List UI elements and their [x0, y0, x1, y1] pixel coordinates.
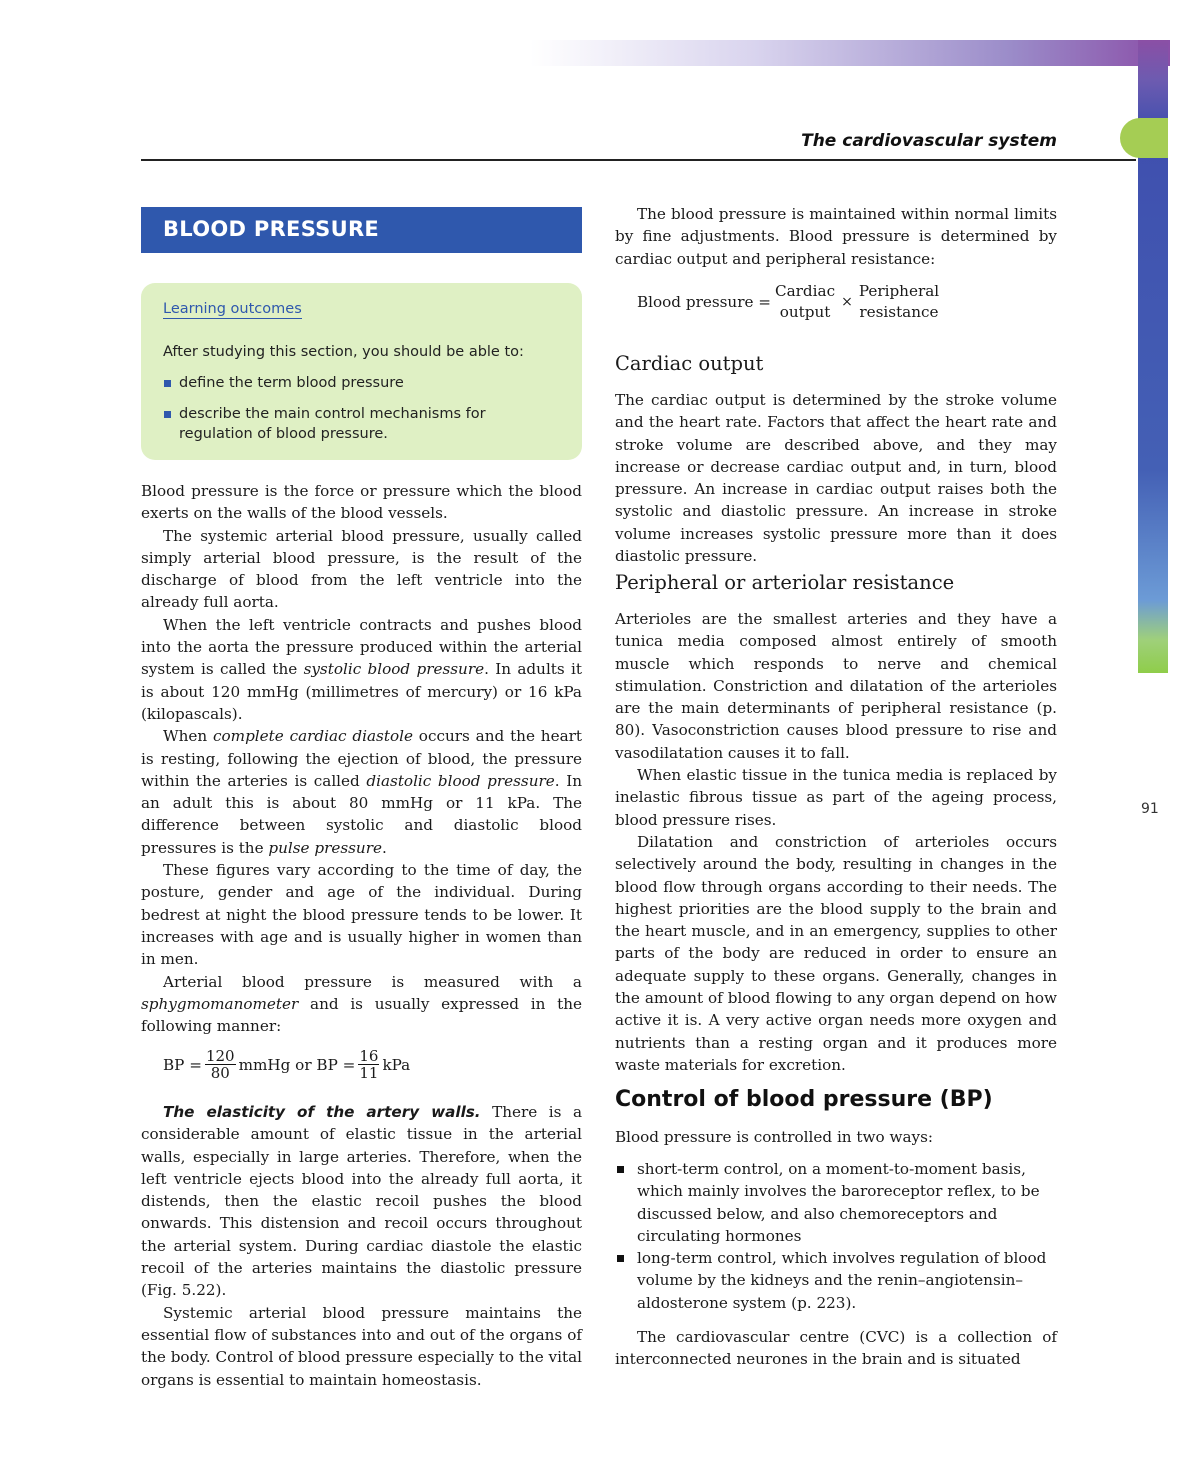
list-item: describe the main control mechanisms for regulation of blood pressure.	[163, 404, 563, 445]
peripheral-resistance-text	[615, 608, 1057, 1076]
term-sphygmomanometer: sphygmomanometer	[141, 994, 299, 1013]
paragraph: Arterial blood pressure is measured with a sphygmomanometer and is usually expressed in the following manner:	[141, 972, 582, 1036]
paragraph: Arterioles are the smallest arteries and they have a tunica media composed almost entirely of smooth muscle which responds to nerve and chemical stimulation. Constriction and dilatation of the arterioles are the main determinants of peripheral resistance (p. 80). Vasoconstriction causes blood pressure to rise and vasodilatation causes it to fall.	[615, 610, 1057, 762]
page-number: 91	[1141, 801, 1159, 817]
list-item: define the term blood pressure	[163, 373, 563, 394]
bp-determinants-formula: Blood pressure = Cardiac output × Peripheral resistance	[637, 282, 940, 321]
learning-outcomes-list	[163, 373, 563, 455]
paragraph: When elastic tissue in the tunica media is replaced by inelastic fibrous tissue as part of the ageing process, blood pressure rises.	[615, 766, 1057, 829]
paragraph: Blood pressure is the force or pressure which the blood exerts on the walls of the blood vessels.	[141, 482, 582, 523]
term-diastolic: diastolic blood pressure	[366, 771, 555, 790]
paragraph: Dilatation and constriction of arterioles occurs selectively around the body, resulting in changes in the blood flow through organs according to their needs. The highest priorities are the blood supply to the brain and the heart muscle, and in an emergency, supplies to other parts of the body are reduced in order to ensure an adequate supply to these organs. Generally, changes in the amount of blood flowing to any organ depend on how active it is. A very active organ needs more oxygen and nutrients than a resting organ and it produces more waste materials for excretion.	[615, 832, 1057, 1074]
learning-outcomes-box	[141, 283, 582, 460]
bp-formula: BP = $\frac{120}{80}$ mmHg or BP = $\frac{16}{11}$ kPa	[163, 1047, 411, 1082]
left-column	[141, 480, 582, 1037]
cvc-text	[615, 1326, 1057, 1371]
right-column-top	[615, 203, 1057, 270]
term-pulse-pressure: pulse pressure	[268, 838, 382, 857]
bullet-icon	[617, 1255, 624, 1262]
paragraph: The cardiac output is determined by the stroke volume and the heart rate. Factors that affect the heart rate and stroke volume are described above, and they may increase or decrease cardiac output and, in turn, blood pressure. An increase in cardiac output raises both the systolic and diastolic pressure. An increase in stroke volume increases systolic pressure more than it does diastolic pressure.	[615, 391, 1057, 566]
paragraph: When complete cardiac diastole occurs and the heart is resting, following the ejection of blood, the pressure within the arteries is called diastolic blood pressure. In an adult this is about 80 mmHg or 11 kPa. The difference between systolic and diastolic blood pressures is the pulse pressure.	[141, 727, 582, 857]
paragraph: The blood pressure is maintained within normal limits by fine adjustments. Blood pressure is determined by cardiac output and peripheral resistance:	[615, 205, 1057, 268]
control-bullets	[615, 1158, 1057, 1314]
left-column-lower	[141, 1101, 582, 1391]
list-item: long-term control, which involves regulation of blood volume by the kidneys and the renin–angiotensin–aldosterone system (p. 223).	[615, 1247, 1057, 1314]
learning-outcomes-intro: After studying this section, you should be able to:	[163, 344, 524, 360]
paragraph: Systemic arterial blood pressure maintains the essential flow of substances into and out of the organs of the body. Control of blood pressure especially to the vital organs is essential to maintain homeostasis.	[141, 1303, 582, 1389]
paragraph: Blood pressure is controlled in two ways:	[615, 1128, 934, 1146]
chapter-marker-tab	[1120, 118, 1168, 158]
top-gradient-band	[530, 40, 1170, 66]
term-diastole: complete cardiac diastole	[213, 727, 413, 746]
section-title-bar	[141, 207, 582, 253]
paragraph: These figures vary according to the time of day, the posture, gender and age of the individual. During bedrest at night the blood pressure tends to be lower. It increases with age and is usually higher in women than in men.	[141, 861, 582, 969]
term-systolic: systolic blood pressure	[303, 660, 485, 679]
paragraph: The cardiovascular centre (CVC) is a collection of interconnected neurones in the brain and is situated	[615, 1328, 1057, 1369]
heading-peripheral-resistance: Peripheral or arteriolar resistance	[615, 571, 955, 594]
bullet-icon	[617, 1166, 624, 1173]
bullet-icon	[164, 380, 171, 387]
paragraph: The systemic arterial blood pressure, usually called simply arterial blood pressure, is the result of the discharge of blood from the left ventricle into the already full aorta.	[141, 526, 582, 612]
learning-outcomes-heading: Learning outcomes	[163, 301, 302, 317]
bullet-icon	[164, 411, 171, 418]
header-rule	[141, 159, 1136, 161]
section-title: BLOOD PRESSURE	[163, 217, 380, 241]
list-item: short-term control, on a moment-to-moment basis, which mainly involves the baroreceptor reflex, to be discussed below, and also chemoreceptors and circulating hormones	[615, 1158, 1057, 1247]
paragraph: The elasticity of the artery walls. There is a considerable amount of elastic tissue in the arterial walls, especially in large arteries. Therefore, when the left ventricle ejects blood into the already full aorta, it distends, then the elastic recoil pushes the blood onwards. This distension and recoil occurs throughout the arterial system. During cardiac diastole the elastic recoil of the arteries maintains the diastolic pressure (Fig. 5.22).	[141, 1103, 582, 1300]
cardiac-output-text	[615, 389, 1057, 567]
heading-control-bp: Control of blood pressure (BP)	[615, 1087, 993, 1112]
heading-cardiac-output: Cardiac output	[615, 352, 764, 375]
running-header: The cardiovascular system	[801, 131, 1057, 151]
run-in-heading: The elasticity of the artery walls.	[163, 1103, 481, 1121]
control-intro	[615, 1126, 1057, 1148]
paragraph: When the left ventricle contracts and pushes blood into the aorta the pressure produced within the arterial system is called the systolic blood pressure. In adults it is about 120 mmHg (millimetres of mercury) or 16 kPa (kilopascals).	[141, 615, 583, 723]
